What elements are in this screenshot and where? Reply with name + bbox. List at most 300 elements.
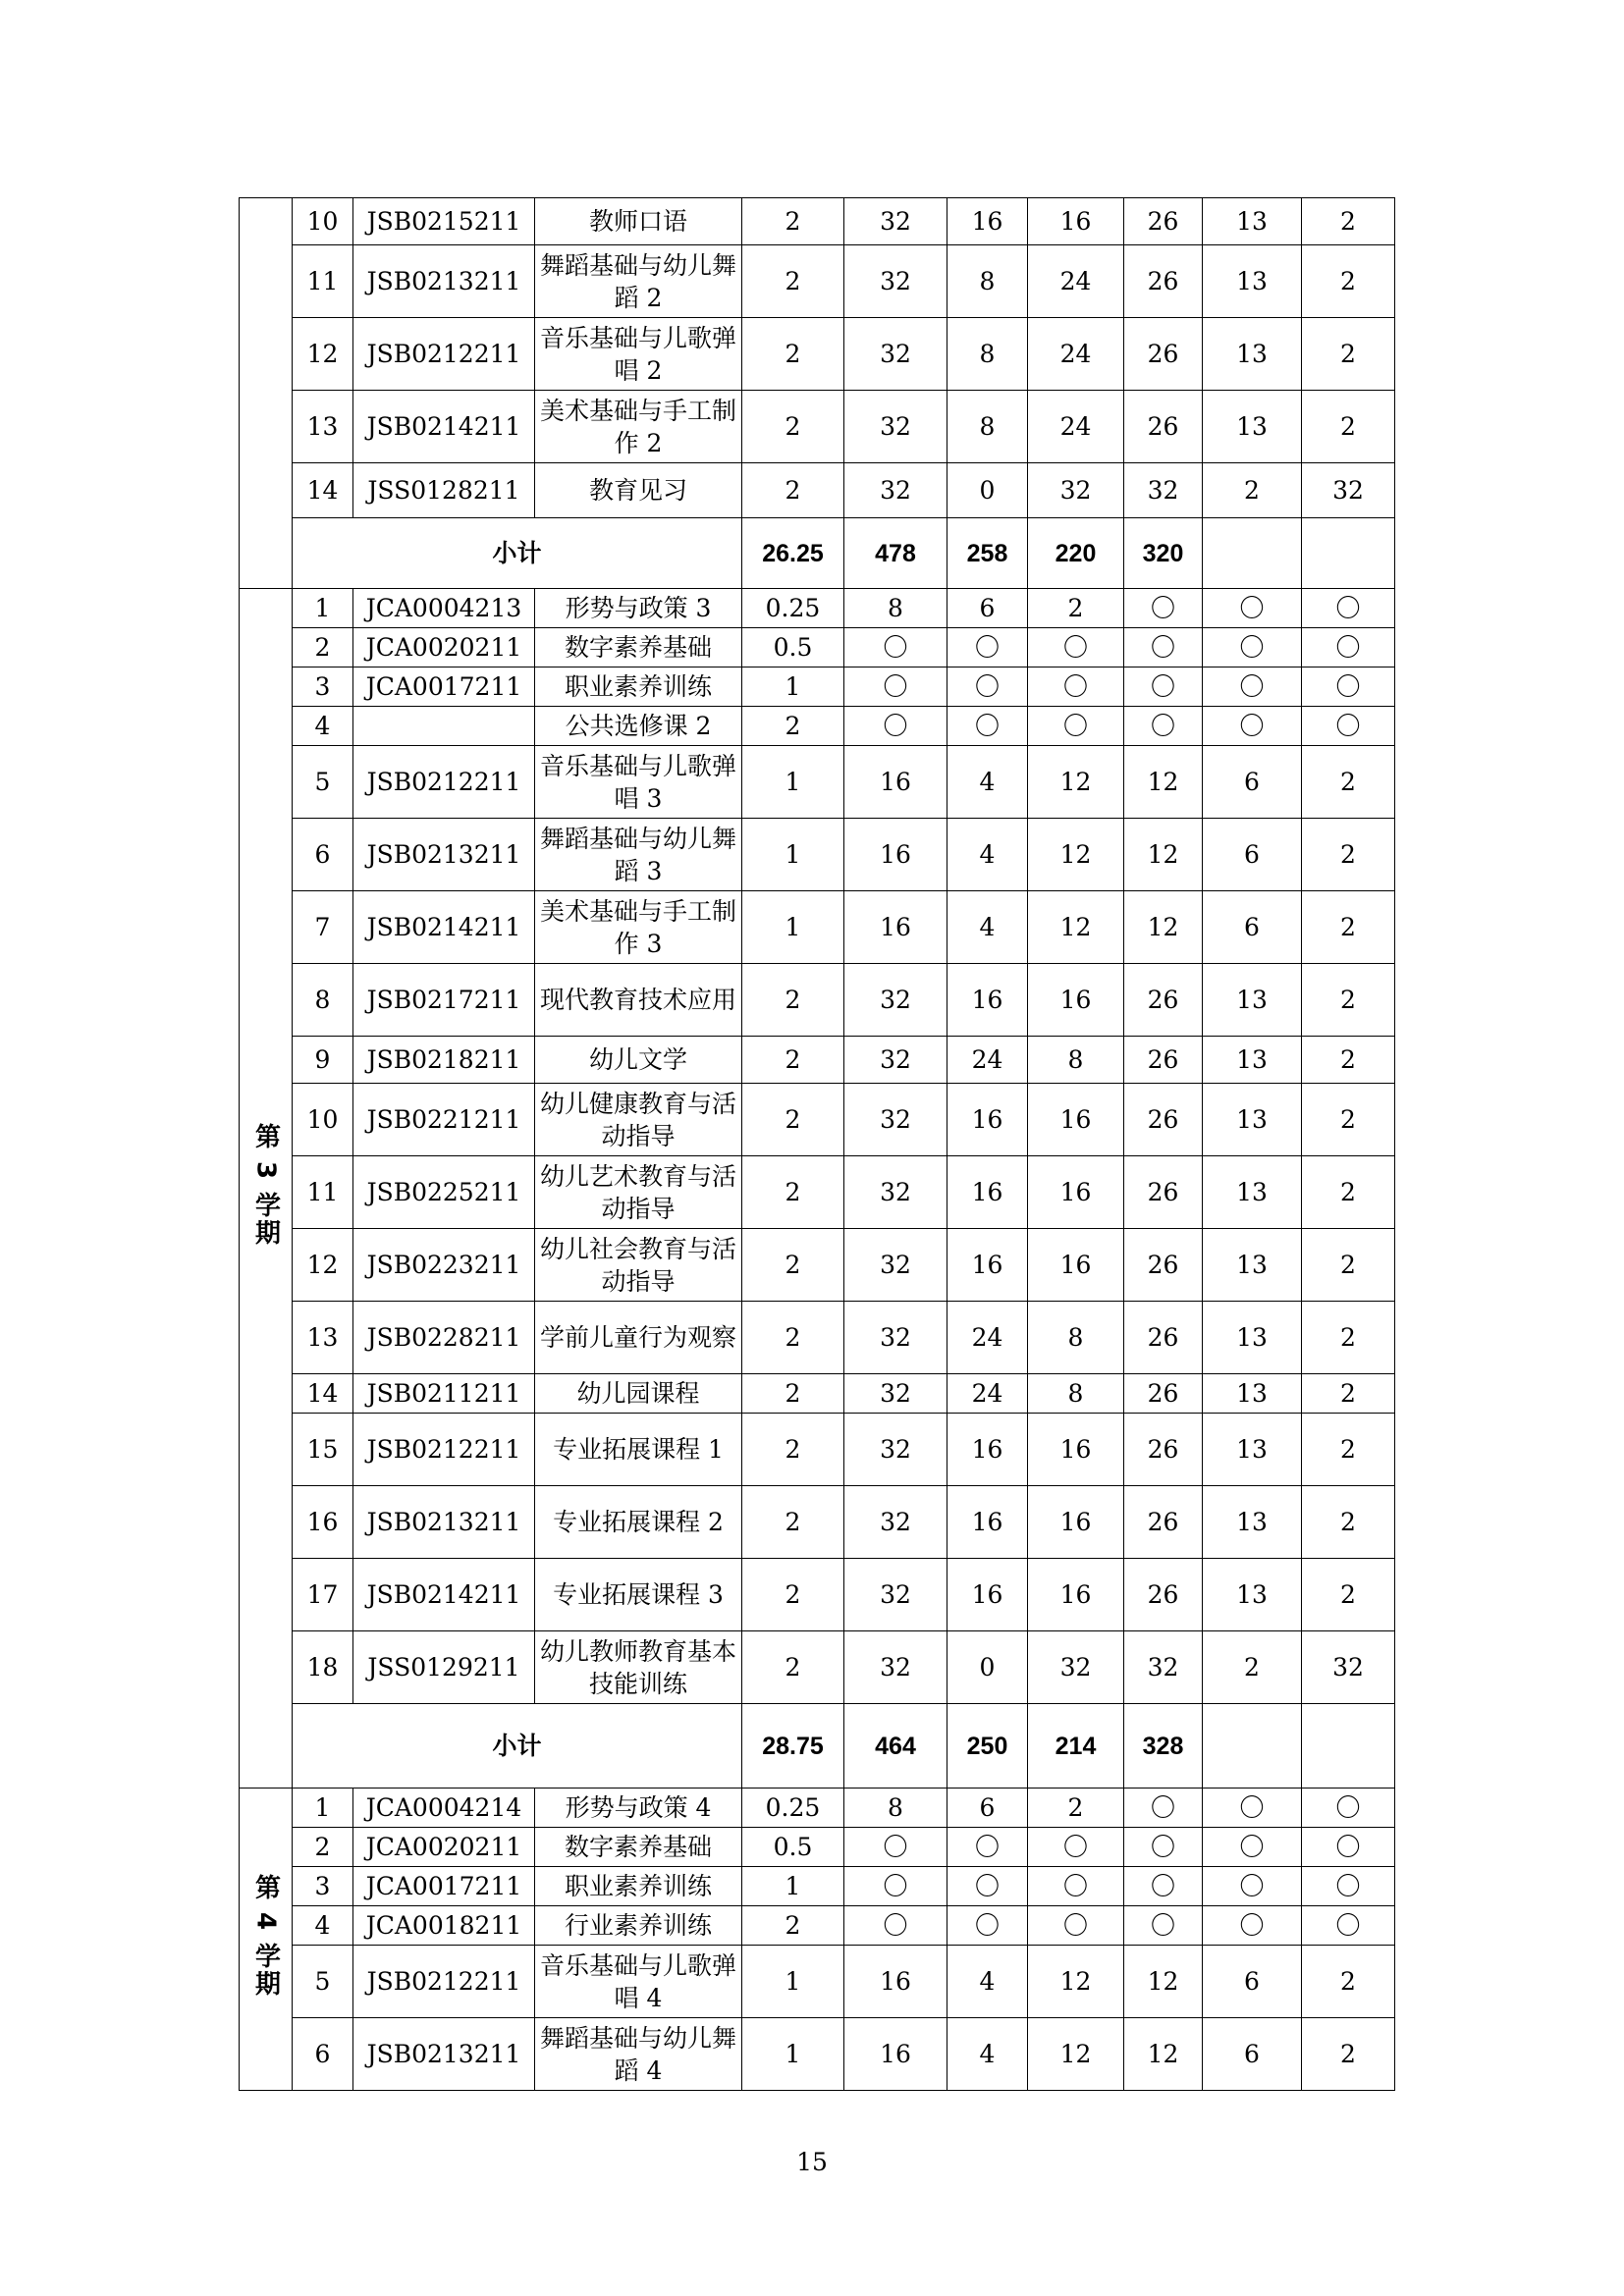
value-cell: 32 [1124,1631,1203,1704]
value-cell: 〇 [1124,628,1203,667]
value-cell: 2 [1028,589,1124,628]
value-cell: 26 [1124,964,1203,1037]
value-cell: 〇 [1028,1906,1124,1946]
course-name: 幼儿园课程 [535,1374,742,1414]
row-number: 13 [293,391,353,463]
course-name: 美术基础与手工制作 3 [535,891,742,964]
subtotal-row [240,1704,1395,1789]
value-cell: 〇 [1302,589,1395,628]
value-cell: 24 [1028,391,1124,463]
row-number: 16 [293,1486,353,1559]
subtotal-cell: 26.25 [742,518,844,589]
subtotal-cell [1203,518,1302,589]
course-name: 专业拓展课程 1 [535,1414,742,1486]
course-name: 幼儿健康教育与活动指导 [535,1084,742,1156]
value-cell: 0 [947,1631,1028,1704]
subtotal-cell [1302,518,1395,589]
value-cell: 4 [947,819,1028,891]
value-cell: 32 [844,1374,947,1414]
value-cell: 26 [1124,198,1203,245]
value-cell: 2 [1203,463,1302,518]
course-code: JSB0218211 [353,1037,535,1084]
value-cell: 〇 [1203,667,1302,707]
table-row [240,1828,1395,1867]
value-cell: 〇 [1124,667,1203,707]
value-cell: 26 [1124,1414,1203,1486]
value-cell: 13 [1203,1229,1302,1302]
course-code: JSB0213211 [353,1486,535,1559]
value-cell: 24 [1028,318,1124,391]
course-name: 职业素养训练 [535,1867,742,1906]
value-cell: 2 [742,1037,844,1084]
course-name: 数字素养基础 [535,1828,742,1867]
value-cell: 32 [844,1414,947,1486]
course-name: 行业素养训练 [535,1906,742,1946]
subtotal-row [240,518,1395,589]
value-cell: 〇 [844,628,947,667]
value-cell: 32 [1302,1631,1395,1704]
course-name: 音乐基础与儿歌弹唱 2 [535,318,742,391]
value-cell: 8 [1028,1037,1124,1084]
value-cell: 8 [1028,1374,1124,1414]
semester-label: 第 3 学期 [240,589,293,1789]
row-number: 15 [293,1414,353,1486]
value-cell: 2 [1302,746,1395,819]
course-name: 音乐基础与儿歌弹唱 3 [535,746,742,819]
table-row [240,1037,1395,1084]
course-name: 舞蹈基础与幼儿舞蹈 2 [535,245,742,318]
table-row [240,667,1395,707]
course-code: JCA0020211 [353,628,535,667]
value-cell: 32 [1124,463,1203,518]
course-code: JCA0004214 [353,1789,535,1828]
value-cell: 24 [947,1374,1028,1414]
value-cell: 6 [1203,1946,1302,2018]
value-cell: 32 [1302,463,1395,518]
value-cell: 〇 [1203,628,1302,667]
course-name: 音乐基础与儿歌弹唱 4 [535,1946,742,2018]
value-cell: 16 [1028,198,1124,245]
value-cell: 32 [844,391,947,463]
course-code: JSB0212211 [353,1414,535,1486]
semester-label: 第 4 学期 [240,1789,293,2091]
course-name: 教育见习 [535,463,742,518]
value-cell: 13 [1203,1156,1302,1229]
course-name: 职业素养训练 [535,667,742,707]
course-name: 学前儿童行为观察 [535,1302,742,1374]
course-name: 公共选修课 2 [535,707,742,746]
value-cell: 2 [1302,1037,1395,1084]
table-row [240,1867,1395,1906]
value-cell: 13 [1203,1084,1302,1156]
value-cell: 26 [1124,1374,1203,1414]
table-row [240,1631,1395,1704]
value-cell: 16 [1028,1414,1124,1486]
value-cell: 13 [1203,964,1302,1037]
table-row [240,1302,1395,1374]
value-cell: 16 [844,891,947,964]
value-cell: 8 [844,1789,947,1828]
value-cell: 〇 [947,1906,1028,1946]
value-cell: 12 [1124,891,1203,964]
value-cell: 〇 [1124,707,1203,746]
course-code: JSB0214211 [353,1559,535,1631]
value-cell: 2 [742,391,844,463]
value-cell: 32 [844,1156,947,1229]
course-name: 形势与政策 3 [535,589,742,628]
value-cell: 2 [1302,318,1395,391]
value-cell: 〇 [1302,707,1395,746]
row-number: 11 [293,1156,353,1229]
value-cell: 2 [1302,1374,1395,1414]
value-cell: 16 [1028,1559,1124,1631]
value-cell: 〇 [1203,1867,1302,1906]
value-cell: 24 [947,1302,1028,1374]
value-cell: 13 [1203,198,1302,245]
value-cell: 16 [1028,1486,1124,1559]
value-cell: 2 [742,964,844,1037]
value-cell: 26 [1124,391,1203,463]
course-name: 数字素养基础 [535,628,742,667]
value-cell: 13 [1203,1037,1302,1084]
value-cell: 1 [742,891,844,964]
table-row [240,746,1395,819]
table-row [240,1559,1395,1631]
value-cell: 0.5 [742,1828,844,1867]
course-code: JCA0018211 [353,1906,535,1946]
value-cell: 2 [1302,1084,1395,1156]
value-cell: 〇 [844,707,947,746]
row-number: 4 [293,707,353,746]
value-cell: 6 [947,589,1028,628]
value-cell: 〇 [1124,1828,1203,1867]
value-cell: 2 [1302,198,1395,245]
value-cell: 2 [742,1302,844,1374]
value-cell: 8 [947,245,1028,318]
course-name: 形势与政策 4 [535,1789,742,1828]
table-row [240,391,1395,463]
value-cell: 6 [947,1789,1028,1828]
value-cell: 2 [1302,1156,1395,1229]
table-row [240,819,1395,891]
value-cell: 〇 [1203,1828,1302,1867]
course-name: 舞蹈基础与幼儿舞蹈 3 [535,819,742,891]
value-cell: 16 [844,2018,947,2091]
course-code: JSS0129211 [353,1631,535,1704]
course-code: JCA0017211 [353,1867,535,1906]
value-cell: 16 [947,1486,1028,1559]
value-cell: 〇 [1302,1867,1395,1906]
value-cell: 16 [1028,964,1124,1037]
table-row [240,1084,1395,1156]
value-cell: 6 [1203,746,1302,819]
value-cell: 〇 [1124,1867,1203,1906]
table-row [240,628,1395,667]
table-row [240,1229,1395,1302]
value-cell: 2 [742,1559,844,1631]
course-name: 舞蹈基础与幼儿舞蹈 4 [535,2018,742,2091]
value-cell: 2 [742,1906,844,1946]
value-cell: 32 [844,1229,947,1302]
value-cell: 1 [742,746,844,819]
course-schedule-table [239,197,1395,2091]
subtotal-cell: 320 [1124,518,1203,589]
value-cell: 13 [1203,391,1302,463]
table-row [240,1946,1395,2018]
row-number: 2 [293,628,353,667]
row-number: 18 [293,1631,353,1704]
course-name: 幼儿教师教育基本技能训练 [535,1631,742,1704]
value-cell: 〇 [1203,707,1302,746]
value-cell: 13 [1203,245,1302,318]
value-cell: 26 [1124,318,1203,391]
value-cell: 2 [1302,2018,1395,2091]
value-cell: 2 [742,1229,844,1302]
value-cell: 26 [1124,1559,1203,1631]
value-cell: 16 [947,964,1028,1037]
value-cell: 〇 [947,1828,1028,1867]
row-number: 5 [293,746,353,819]
course-name: 教师口语 [535,198,742,245]
value-cell: 〇 [1302,1906,1395,1946]
course-code: JSB0228211 [353,1302,535,1374]
row-number: 10 [293,198,353,245]
value-cell: 32 [844,1084,947,1156]
course-code: JSB0212211 [353,318,535,391]
value-cell: 6 [1203,891,1302,964]
row-number: 12 [293,318,353,391]
course-code: JSB0212211 [353,1946,535,2018]
course-code: JSS0128211 [353,463,535,518]
value-cell: 2 [742,1084,844,1156]
table-row [240,198,1395,245]
value-cell: 26 [1124,1037,1203,1084]
value-cell: 〇 [1203,589,1302,628]
value-cell: 〇 [1302,1828,1395,1867]
value-cell: 2 [742,245,844,318]
value-cell: 4 [947,1946,1028,2018]
course-name: 幼儿社会教育与活动指导 [535,1229,742,1302]
value-cell: 〇 [1302,667,1395,707]
row-number: 14 [293,1374,353,1414]
value-cell: 〇 [1028,1867,1124,1906]
value-cell: 26 [1124,1302,1203,1374]
value-cell: 26 [1124,245,1203,318]
value-cell: 1 [742,1946,844,2018]
value-cell: 32 [844,1486,947,1559]
value-cell: 24 [1028,245,1124,318]
value-cell: 26 [1124,1486,1203,1559]
value-cell: 13 [1203,318,1302,391]
value-cell: 2 [742,198,844,245]
value-cell: 2 [742,1486,844,1559]
value-cell: 12 [1124,2018,1203,2091]
subtotal-cell: 464 [844,1704,947,1789]
value-cell: 16 [1028,1229,1124,1302]
value-cell: 6 [1203,819,1302,891]
value-cell: 2 [1302,391,1395,463]
value-cell: 1 [742,667,844,707]
row-number: 12 [293,1229,353,1302]
value-cell: 〇 [1028,707,1124,746]
value-cell: 16 [947,1156,1028,1229]
value-cell: 2 [1302,1946,1395,2018]
table-row [240,964,1395,1037]
table-row [240,589,1395,628]
value-cell: 2 [1203,1631,1302,1704]
row-number: 10 [293,1084,353,1156]
value-cell: 16 [1028,1084,1124,1156]
subtotal-cell: 214 [1028,1704,1124,1789]
value-cell: 4 [947,2018,1028,2091]
value-cell: 2 [1302,964,1395,1037]
course-code: JSB0211211 [353,1374,535,1414]
value-cell: 0.25 [742,1789,844,1828]
row-number: 2 [293,1828,353,1867]
subtotal-cell: 328 [1124,1704,1203,1789]
subtotal-cell [1203,1704,1302,1789]
value-cell: 2 [1302,1229,1395,1302]
table-row [240,1374,1395,1414]
subtotal-cell: 220 [1028,518,1124,589]
value-cell: 〇 [947,628,1028,667]
value-cell: 〇 [1302,1789,1395,1828]
course-code [353,707,535,746]
value-cell: 〇 [1124,1789,1203,1828]
value-cell: 32 [844,245,947,318]
subtotal-cell: 478 [844,518,947,589]
course-code: JCA0004213 [353,589,535,628]
value-cell: 〇 [844,667,947,707]
value-cell: 〇 [1203,1906,1302,1946]
course-name: 现代教育技术应用 [535,964,742,1037]
value-cell: 26 [1124,1084,1203,1156]
subtotal-label: 小计 [293,518,742,589]
semester-label [240,198,293,589]
value-cell: 1 [742,2018,844,2091]
table-row [240,891,1395,964]
table-row [240,463,1395,518]
page-number: 15 [796,2148,828,2176]
row-number: 14 [293,463,353,518]
row-number: 3 [293,667,353,707]
course-code: JSB0213211 [353,819,535,891]
value-cell: 2 [742,1414,844,1486]
value-cell: 26 [1124,1229,1203,1302]
subtotal-label: 小计 [293,1704,742,1789]
course-code: JSB0217211 [353,964,535,1037]
value-cell: 8 [947,391,1028,463]
subtotal-cell: 250 [947,1704,1028,1789]
value-cell: 2 [1302,1486,1395,1559]
course-name: 专业拓展课程 2 [535,1486,742,1559]
row-number: 13 [293,1302,353,1374]
table-row [240,245,1395,318]
row-number: 4 [293,1906,353,1946]
value-cell: 13 [1203,1302,1302,1374]
value-cell: 〇 [947,707,1028,746]
value-cell: 〇 [947,667,1028,707]
value-cell: 12 [1124,746,1203,819]
course-code: JSB0223211 [353,1229,535,1302]
value-cell: 12 [1028,1946,1124,2018]
row-number: 3 [293,1867,353,1906]
value-cell: 16 [947,1229,1028,1302]
value-cell: 13 [1203,1559,1302,1631]
value-cell: 2 [742,1631,844,1704]
value-cell: 32 [844,1631,947,1704]
table-row [240,707,1395,746]
value-cell: 32 [1028,463,1124,518]
course-code: JSB0213211 [353,245,535,318]
row-number: 1 [293,1789,353,1828]
value-cell: 4 [947,891,1028,964]
value-cell: 12 [1124,819,1203,891]
value-cell: 0.5 [742,628,844,667]
value-cell: 〇 [1028,628,1124,667]
table-row [240,1156,1395,1229]
value-cell: 8 [844,589,947,628]
row-number: 9 [293,1037,353,1084]
value-cell: 〇 [1124,1906,1203,1946]
table-row [240,1486,1395,1559]
value-cell: 16 [947,1559,1028,1631]
course-name: 幼儿文学 [535,1037,742,1084]
table-row [240,2018,1395,2091]
table-row [240,318,1395,391]
value-cell: 12 [1028,891,1124,964]
value-cell: 4 [947,746,1028,819]
value-cell: 〇 [844,1867,947,1906]
value-cell: 32 [844,198,947,245]
value-cell: 24 [947,1037,1028,1084]
value-cell: 1 [742,1867,844,1906]
subtotal-cell [1302,1704,1395,1789]
value-cell: 2 [1302,245,1395,318]
value-cell: 12 [1124,1946,1203,2018]
value-cell: 0.25 [742,589,844,628]
row-number: 11 [293,245,353,318]
course-name: 幼儿艺术教育与活动指导 [535,1156,742,1229]
value-cell: 32 [844,964,947,1037]
value-cell: 2 [1302,1414,1395,1486]
value-cell: 32 [844,1302,947,1374]
value-cell: 2 [1302,819,1395,891]
value-cell: 13 [1203,1374,1302,1414]
course-code: JCA0017211 [353,667,535,707]
value-cell: 2 [1302,891,1395,964]
value-cell: 12 [1028,2018,1124,2091]
course-name: 美术基础与手工制作 2 [535,391,742,463]
value-cell: 32 [1028,1631,1124,1704]
value-cell: 13 [1203,1486,1302,1559]
value-cell: 2 [742,1156,844,1229]
row-number: 7 [293,891,353,964]
value-cell: 8 [947,318,1028,391]
table-row [240,1789,1395,1828]
value-cell: 〇 [844,1906,947,1946]
value-cell: 2 [1028,1789,1124,1828]
value-cell: 6 [1203,2018,1302,2091]
course-code: JSB0213211 [353,2018,535,2091]
course-code: JCA0020211 [353,1828,535,1867]
row-number: 6 [293,2018,353,2091]
value-cell: 〇 [844,1828,947,1867]
value-cell: 〇 [1028,667,1124,707]
row-number: 6 [293,819,353,891]
value-cell: 16 [844,819,947,891]
value-cell: 16 [844,746,947,819]
